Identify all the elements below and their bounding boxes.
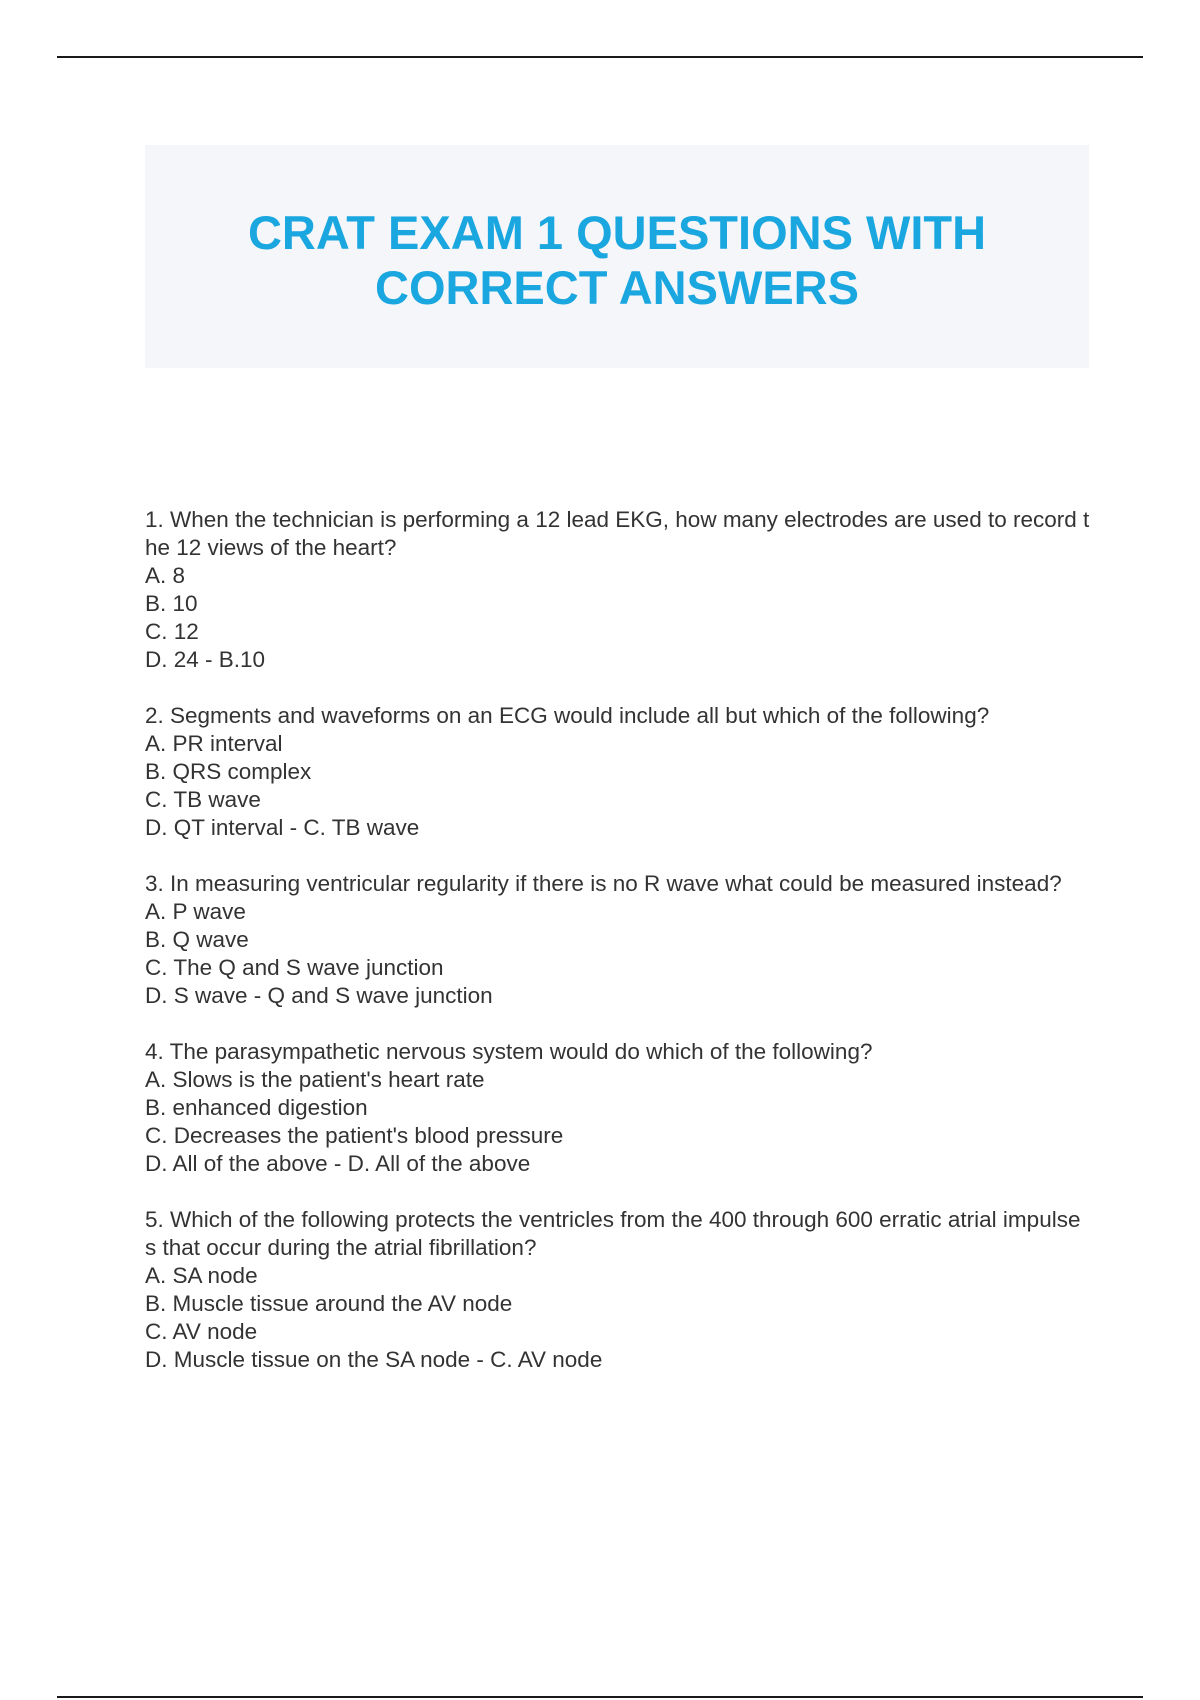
question-text: 1. When the technician is performing a 12 lead EKG, how many electrodes are used to record the 12 views of the heart? <box>145 507 1090 560</box>
bottom-rule <box>57 1696 1143 1698</box>
option-d-with-answer: D. QT interval - C. TB wave <box>145 815 420 840</box>
option-d-with-answer: D. All of the above - D. All of the above <box>145 1151 531 1176</box>
question-4 <box>145 1038 1090 1178</box>
document-title-line-2: CORRECT ANSWERS <box>375 260 859 314</box>
question-1 <box>145 506 1090 674</box>
document-title-line-1: CRAT EXAM 1 QUESTIONS WITH <box>247 205 987 259</box>
option-b: B. enhanced digestion <box>145 1095 368 1120</box>
option-d-with-answer: D. S wave - Q and S wave junction <box>145 983 493 1008</box>
option-c: C. AV node <box>145 1319 258 1344</box>
question-2 <box>145 702 1090 842</box>
top-rule <box>57 56 1143 58</box>
option-d-with-answer: D. 24 - B.10 <box>145 647 266 672</box>
document-title <box>248 199 986 315</box>
question-text: 4. The parasympathetic nervous system would do which of the following? <box>145 1039 873 1064</box>
option-b: B. 10 <box>145 591 198 616</box>
question-text: 2. Segments and waveforms on an ECG would include all but which of the following? <box>145 703 990 728</box>
question-5 <box>145 1206 1090 1374</box>
option-d-with-answer: D. Muscle tissue on the SA node - C. AV node <box>145 1347 603 1372</box>
option-a: A. SA node <box>145 1263 258 1288</box>
option-b: B. Muscle tissue around the AV node <box>145 1291 513 1316</box>
question-list <box>145 506 1090 1402</box>
question-3 <box>145 870 1090 1010</box>
option-c: C. TB wave <box>145 787 261 812</box>
option-c: C. 12 <box>145 619 199 644</box>
option-b: B. QRS complex <box>145 759 312 784</box>
option-a: A. P wave <box>145 899 246 924</box>
option-c: C. The Q and S wave junction <box>145 955 444 980</box>
title-banner <box>145 145 1089 368</box>
option-a: A. 8 <box>145 563 186 588</box>
option-c: C. Decreases the patient's blood pressure <box>145 1123 564 1148</box>
option-a: A. Slows is the patient's heart rate <box>145 1067 485 1092</box>
option-a: A. PR interval <box>145 731 283 756</box>
question-text: 3. In measuring ventricular regularity if there is no R wave what could be measured instead? <box>145 871 1062 896</box>
question-text: 5. Which of the following protects the ventricles from the 400 through 600 erratic atrial impulses that occur during the atrial fibrillation? <box>145 1207 1081 1260</box>
option-b: B. Q wave <box>145 927 249 952</box>
